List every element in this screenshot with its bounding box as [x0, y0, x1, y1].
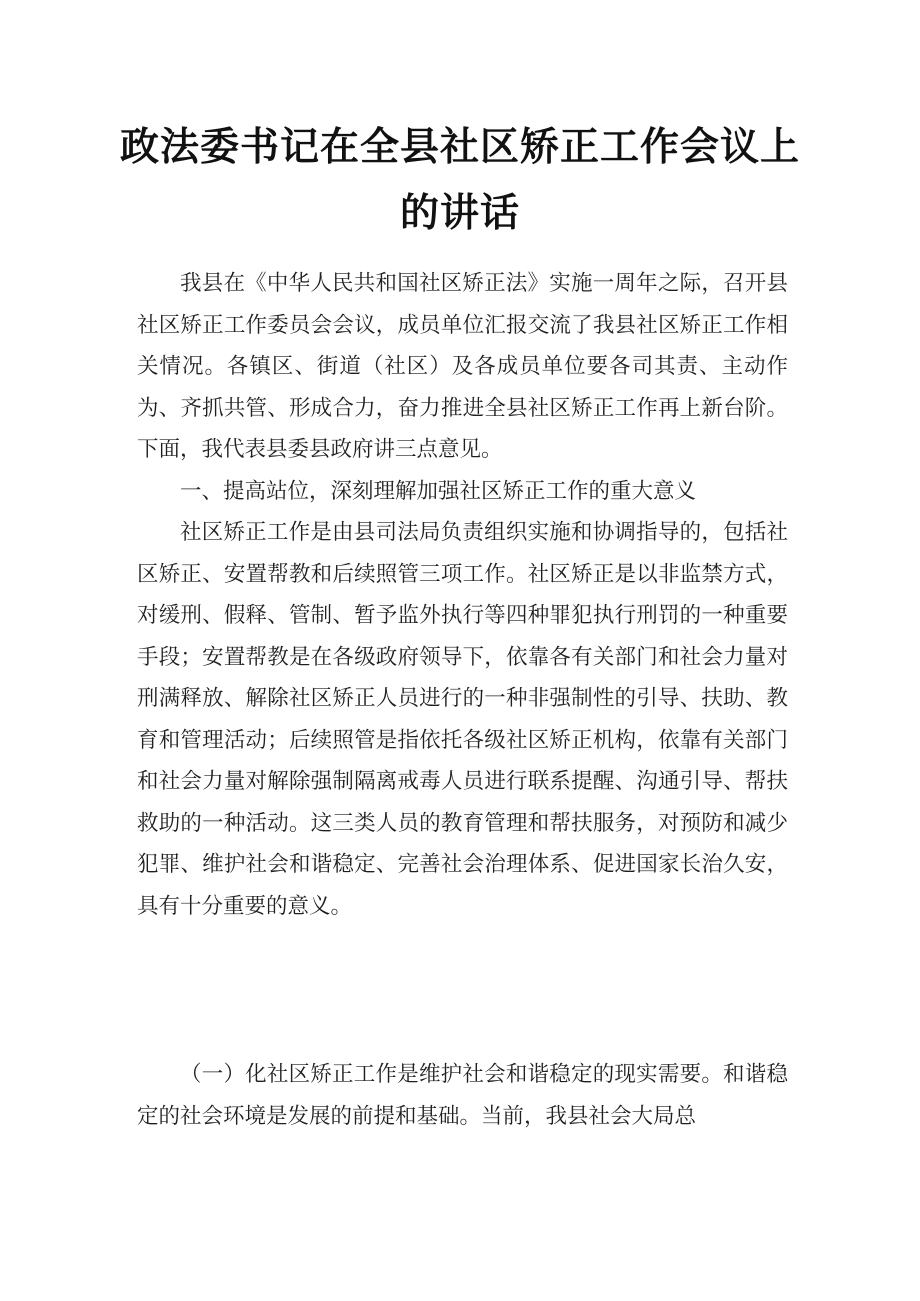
- section-heading-1: 一、提高站位，深刻理解加强社区矫正工作的重大意义: [180, 478, 697, 504]
- document-body-top: [137, 263, 788, 927]
- paragraph-intro: 我县在《中华人民共和国社区矫正法》实施一周年之际，召开县社区矫正工作委员会会议，成员单位汇报交流了我县社区矫正工作相关情况。各镇区、街道（社区）及各成员单位要各司其责、主动作为、齐抓共管、形成合力，奋力推进全县社区矫正工作再上新台阶。下面，我代表县委县政府讲三点意见。: [137, 271, 788, 462]
- document-body-bottom: [137, 1054, 788, 1137]
- document-title: 政法委书记在全县社区矫正工作会议上的讲话: [120, 125, 801, 236]
- paragraph-section-1: 社区矫正工作是由县司法局负责组织实施和协调指导的，包括社区矫正、安置帮教和后续照管三项工作。社区矫正是以非监禁方式，对缓刑、假释、管制、暂予监外执行等四种罪犯执行刑罚的一种重要手段；安置帮教是在各级政府领导下，依靠各有关部门和社会力量对刑满释放、解除社区矫正人员进行的一种非强制性的引导、扶助、教育和管理活动；后续照管是指依托各级社区矫正机构，依靠有关部门和社会力量对解除强制隔离戒毒人员进行联系提醒、沟通引导、帮扶救助的一种活动。这三类人员的教育管理和帮扶服务，对预防和减少犯罪、维护社会和谐稳定、完善社会治理体系、促进国家长治久安，具有十分重要的意义。: [137, 520, 788, 919]
- paragraph-subsection-1: （一）化社区矫正工作是维护社会和谐稳定的现实需要。和谐稳定的社会环境是发展的前提和基础。当前，我县社会大局总: [137, 1062, 788, 1129]
